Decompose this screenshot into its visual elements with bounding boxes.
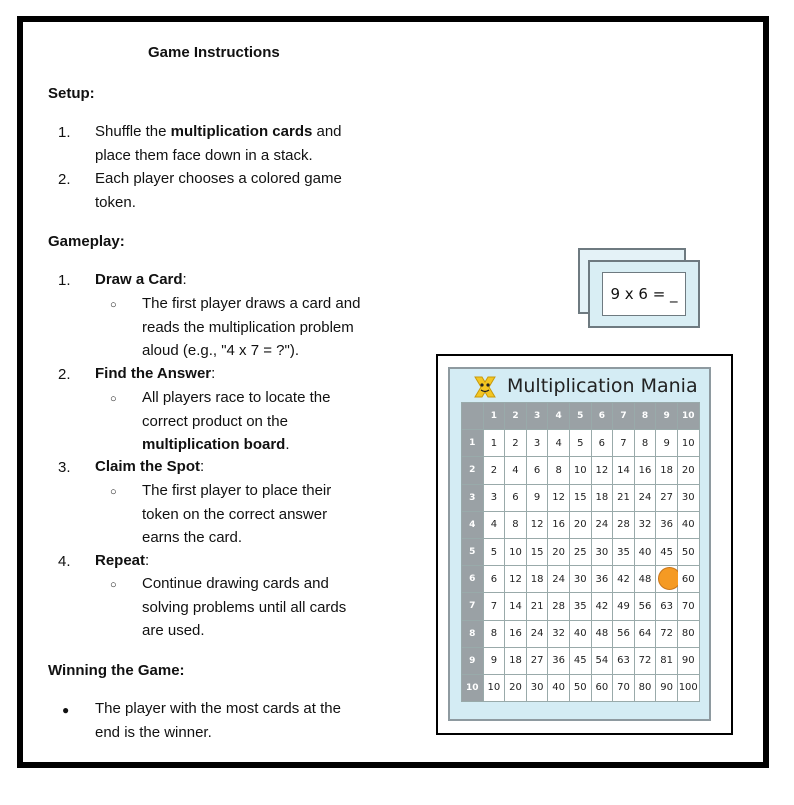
step-number: 3. (58, 459, 71, 476)
step-title: Repeat: (95, 552, 150, 569)
step-name: Claim the Spot (95, 458, 201, 475)
step-name: Find the Answer (95, 365, 212, 382)
grid-cell: 16 (505, 620, 527, 647)
row-header: 8 (462, 620, 484, 647)
column-header: 6 (591, 403, 613, 430)
row-header: 7 (462, 593, 484, 620)
grid-cell: 21 (613, 484, 635, 511)
column-header: 7 (613, 403, 635, 430)
grid-cell: 9 (526, 484, 548, 511)
grid-cell: 45 (656, 538, 678, 565)
grid-cell: 3 (526, 430, 548, 457)
gameplay-heading: Gameplay: (48, 233, 125, 250)
column-header: 1 (483, 403, 505, 430)
column-header: 9 (656, 403, 678, 430)
row-header: 4 (462, 511, 484, 538)
grid-cell: 70 (613, 674, 635, 701)
grid-cell: 12 (505, 566, 527, 593)
grid-cell: 16 (548, 511, 570, 538)
grid-cell: 9 (483, 647, 505, 674)
grid-cell: 8 (634, 430, 656, 457)
grid-cell: 15 (569, 484, 591, 511)
grid-cell: 24 (548, 566, 570, 593)
grid-cell: 18 (526, 566, 548, 593)
multiplication-board-image (436, 354, 733, 735)
grid-cell: 64 (634, 620, 656, 647)
grid-cell: 18 (591, 484, 613, 511)
grid-cell (656, 566, 678, 593)
multiplication-board (448, 367, 711, 721)
grid-cell: 25 (569, 538, 591, 565)
step-title: Claim the Spot: (95, 458, 205, 475)
row-header: 10 (462, 674, 484, 701)
bullet-icon: ○ (110, 486, 117, 498)
column-header: 3 (526, 403, 548, 430)
grid-cell: 5 (483, 538, 505, 565)
grid-cell: 48 (634, 566, 656, 593)
row-header: 5 (462, 538, 484, 565)
grid-cell: 3 (483, 484, 505, 511)
multiplication-grid (461, 402, 700, 702)
step-1-detail: The first player draws a card and reads the multiplication problem aloud (e.g., "4 x 7 = ?"). (142, 295, 361, 359)
multiply-logo-icon (472, 374, 498, 400)
grid-cell: 7 (613, 430, 635, 457)
grid-cell: 1 (483, 430, 505, 457)
grid-cell: 30 (569, 566, 591, 593)
step-title: Find the Answer: (95, 365, 216, 382)
grid-cell: 30 (677, 484, 699, 511)
column-header: 4 (548, 403, 570, 430)
grid-cell: 4 (548, 430, 570, 457)
grid-cell: 20 (548, 538, 570, 565)
grid-cell: 24 (634, 484, 656, 511)
grid-cell: 10 (483, 674, 505, 701)
step-name: Draw a Card (95, 271, 183, 288)
grid-cell: 14 (505, 593, 527, 620)
row-header: 1 (462, 430, 484, 457)
setup-item-1 (95, 120, 342, 167)
grid-cell: 10 (505, 538, 527, 565)
grid-cell: 18 (656, 457, 678, 484)
grid-cell: 28 (548, 593, 570, 620)
grid-cell: 2 (483, 457, 505, 484)
grid-cell: 18 (505, 647, 527, 674)
grid-cell: 8 (548, 457, 570, 484)
grid-cell: 12 (591, 457, 613, 484)
bullet-icon: ○ (110, 393, 117, 405)
grid-cell: 50 (569, 674, 591, 701)
grid-cell: 7 (483, 593, 505, 620)
grid-cell: 35 (569, 593, 591, 620)
grid-cell: 63 (613, 647, 635, 674)
column-header: 8 (634, 403, 656, 430)
grid-cell: 6 (483, 566, 505, 593)
grid-cell: 50 (677, 538, 699, 565)
grid-cell: 8 (483, 620, 505, 647)
step-name: Repeat (95, 552, 146, 569)
grid-cell: 27 (656, 484, 678, 511)
bullet-icon: ● (62, 703, 70, 717)
step-number: 1. (58, 272, 71, 289)
setup-item-2-line1: Each player chooses a colored game (95, 170, 342, 187)
winning-bullet: The player with the most cards at the end is the winner. (95, 700, 341, 741)
page-title: Game Instructions (148, 44, 280, 61)
grid-cell: 27 (526, 647, 548, 674)
grid-cell: 20 (505, 674, 527, 701)
grid-cell: 54 (591, 647, 613, 674)
grid-cell: 30 (591, 538, 613, 565)
grid-cell: 90 (677, 647, 699, 674)
front-card (588, 260, 700, 328)
grid-cell: 10 (677, 430, 699, 457)
bullet-icon: ○ (110, 579, 117, 591)
grid-cell: 45 (569, 647, 591, 674)
setup-item-1-post: and (312, 123, 342, 140)
grid-cell: 40 (677, 511, 699, 538)
setup-item-number: 2. (58, 171, 71, 188)
card-problem: 9 x 6 = _ (602, 272, 686, 316)
row-header: 3 (462, 484, 484, 511)
grid-cell: 20 (569, 511, 591, 538)
grid-cell: 48 (591, 620, 613, 647)
grid-cell: 80 (634, 674, 656, 701)
grid-cell: 21 (526, 593, 548, 620)
setup-item-number: 1. (58, 124, 71, 141)
grid-cell: 80 (677, 620, 699, 647)
grid-cell: 32 (634, 511, 656, 538)
grid-cell: 72 (634, 647, 656, 674)
grid-cell: 72 (656, 620, 678, 647)
card-stack-illustration (574, 248, 704, 338)
grid-cell: 49 (613, 593, 635, 620)
grid-cell: 20 (677, 457, 699, 484)
grid-cell: 6 (526, 457, 548, 484)
grid-cell: 35 (613, 538, 635, 565)
step-number: 2. (58, 366, 71, 383)
grid-cell: 32 (548, 620, 570, 647)
board-title: Multiplication Mania (507, 375, 698, 397)
grid-cell: 100 (677, 674, 699, 701)
column-header: 2 (505, 403, 527, 430)
grid-cell: 36 (656, 511, 678, 538)
grid-cell: 56 (613, 620, 635, 647)
row-header: 6 (462, 566, 484, 593)
grid-cell: 2 (505, 430, 527, 457)
grid-cell: 15 (526, 538, 548, 565)
grid-cell: 12 (548, 484, 570, 511)
column-header: 5 (569, 403, 591, 430)
grid-cell: 40 (634, 538, 656, 565)
grid-cell: 24 (526, 620, 548, 647)
grid-corner (462, 403, 484, 430)
step-3-detail: The first player to place their token on the correct answer earns the card. (142, 482, 332, 546)
step-4-detail: Continue drawing cards and solving problems until all cards are used. (142, 575, 347, 639)
grid-cell: 40 (548, 674, 570, 701)
grid-cell: 10 (569, 457, 591, 484)
grid-cell: 24 (591, 511, 613, 538)
grid-cell: 63 (656, 593, 678, 620)
winning-heading: Winning the Game: (48, 662, 185, 679)
row-header: 2 (462, 457, 484, 484)
multiplication-board-term: multiplication board (142, 436, 286, 453)
setup-item-1-pre: Shuffle the (95, 123, 171, 140)
grid-cell: 16 (634, 457, 656, 484)
grid-cell: 5 (569, 430, 591, 457)
row-header: 9 (462, 647, 484, 674)
grid-cell: 6 (505, 484, 527, 511)
step-number: 4. (58, 553, 71, 570)
step-2-detail: All players race to locate the correct product on the multiplication board. (142, 389, 331, 453)
grid-cell: 14 (613, 457, 635, 484)
grid-cell: 42 (591, 593, 613, 620)
grid-cell: 9 (656, 430, 678, 457)
column-header: 10 (677, 403, 699, 430)
grid-cell: 4 (505, 457, 527, 484)
grid-cell: 4 (483, 511, 505, 538)
setup-item-2 (95, 167, 342, 214)
setup-item-2-line2: token. (95, 193, 136, 211)
grid-cell: 12 (526, 511, 548, 538)
grid-cell: 70 (677, 593, 699, 620)
grid-cell: 30 (526, 674, 548, 701)
grid-cell: 28 (613, 511, 635, 538)
grid-cell: 36 (548, 647, 570, 674)
bullet-icon: ○ (110, 299, 117, 311)
grid-cell: 42 (613, 566, 635, 593)
step-title: Draw a Card: (95, 271, 187, 288)
grid-cell: 6 (591, 430, 613, 457)
grid-cell: 60 (591, 674, 613, 701)
grid-cell: 60 (677, 566, 699, 593)
grid-cell: 40 (569, 620, 591, 647)
grid-cell: 90 (656, 674, 678, 701)
setup-heading: Setup: (48, 85, 95, 102)
multiplication-cards-term: multiplication cards (170, 123, 313, 140)
setup-item-1-line2: place them face down in a stack. (95, 146, 313, 164)
grid-cell: 8 (505, 511, 527, 538)
grid-cell: 36 (591, 566, 613, 593)
grid-cell: 56 (634, 593, 656, 620)
grid-cell: 81 (656, 647, 678, 674)
